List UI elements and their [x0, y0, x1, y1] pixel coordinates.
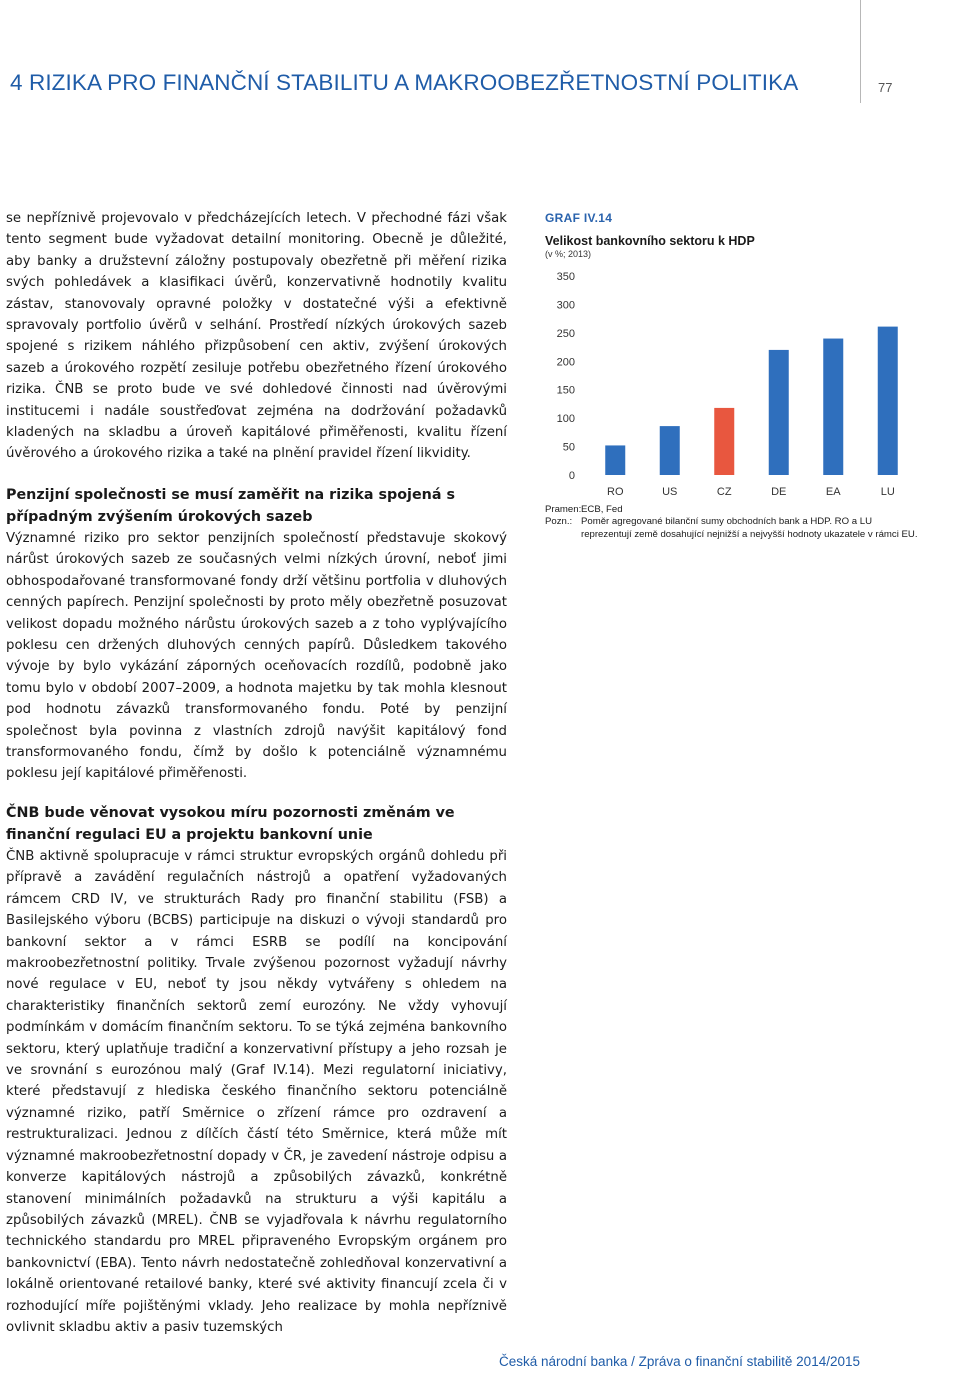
chart-title: Velikost bankovního sektoru k HDP	[545, 234, 755, 248]
x-tick-label: DE	[771, 486, 787, 498]
chart-unit: (v %; 2013)	[545, 249, 592, 259]
x-tick-label: US	[662, 486, 678, 498]
y-tick-label: 350	[556, 271, 575, 283]
paragraph-3: ČNB aktivně spolupracuje v rámci struktur evropských orgánů dohledu při přípravě a zavádění regulačních nástrojů a opatření vyžadovaných rámcem CRD IV, ve strukturách Rady pro finanční stabilitu (FSB) a Basilejského výboru (BCBS) participuje na diskuzi o vývoji standardů pro bankovní sektor a v rámci ESRB se podílí na koncipování makroobezřetnostní politiky. Trvale zvýšenou pozornost vyžadují návrhy nové regulace v EU, neboť ty jsou někdy vytvářeny s ohledem na charakteristiky finančních sektorů zemí eurozóny. Ne vždy vyhovují podmínkám v domácím finančním sektoru. To se týká zejména bankovního sektoru, který uplatňuje tradiční a konzervativní přístupy a jeho rozsah je ve srovnání s eurozónou malý (Graf IV.14). Mezi regulatorní iniciativy, které představují z hlediska českého finančního sektoru potenciálně významné riziko, patří Směrnice o zřízení rámce pro ozdravení a restrukturalizaci. Jednou z dílčích částí této Směrnice, která může mít významné makroobezřetnostní dopady v ČR, je zavedení nástroje odpisu a konverze kapitálových nástrojů a způsobilých závazků, konkrétně stanovení minimálních požadavků na strukturu a výši kapitálu a způsobilých závazků (MREL). ČNB se vyjadřovala k návrhu regulatorního technického standardu pro MREL připraveného Evropským orgánem pro bankovnictví (EBA). Tento návrh nedostatečně zohledňoval konzervativní a lokálně orientované retailové banky, které své aktivity financují zcela či v rozhodující míře pojištěnými vklady. Jeho realizace by mohla nepříznivě ovlivnit skladbu aktiv a pasiv tuzemských	[6, 849, 507, 1335]
chart-svg	[545, 262, 915, 500]
page-number: 77	[878, 80, 893, 95]
chart-label: GRAF IV.14	[545, 211, 613, 225]
header-divider	[860, 0, 861, 103]
bar-ea	[823, 339, 843, 475]
y-tick-label: 250	[556, 327, 575, 340]
bar-cz	[714, 408, 734, 475]
section-heading-pension: Penzijní společnosti se musí zaměřit na rizika spojená s případným zvýšením úrokových sazeb	[6, 487, 455, 525]
x-tick-label: CZ	[716, 486, 732, 498]
chapter-title: 4 RIZIKA PRO FINANČNÍ STABILITU A MAKROOBEZŘETNOSTNÍ POLITIKA	[10, 70, 799, 95]
paragraph-1: se nepříznivě projevovalo v předcházejících letech. V přechodné fázi však tento segment bude vyžadovat detailní monitoring. Obecně je důležité, aby banky a družstevní záložny postupovaly obezřetně při měření rizika svých pohledávek a klasifikaci úvěrů, konzervativně hodnotily kvalitu zástav, stanovovaly opravné položky v dostatečné výši a efektivně spravovaly portfolio úvěrů v selhání. Prostředí nízkých úrokových sazeb spojené s rizikem náhlého přizpůsobení cen aktiv, zvýšení úrokových sazeb a úrokového rozpětí zesiluje potřebu obezřetného řízení úrokového rizika. ČNB se proto bude ve své dohledové činnosti nad úvěrovými institucemi i nadále soustřeďovat zejména na dodržování požadavků kladených na skladbu a úroveň kapitálové přiměřenosti, kvalitu řízení úvěrového a úrokového rizika a také na plnění pravidel řízení likvidity.	[6, 211, 507, 462]
note-value: Poměr agregované bilanční sumy obchodních bank a HDP. RO a LU reprezentují země dosahující nejnižší a nejvyšší hodnoty ukazatele v rámci EU.	[581, 516, 918, 540]
bar-lu	[878, 327, 898, 475]
y-tick-label: 50	[562, 441, 575, 454]
y-tick-label: 150	[556, 384, 575, 397]
x-tick-label: LU	[880, 486, 895, 498]
y-tick-label: 200	[556, 356, 575, 369]
chart-notes	[545, 504, 925, 541]
note-key: Pozn.:	[545, 516, 573, 528]
bar-de	[769, 350, 789, 475]
bank-sector-chart	[545, 262, 915, 500]
chart-header	[545, 211, 925, 259]
chart-note-row	[545, 516, 925, 541]
source-value: ECB, Fed	[581, 504, 623, 515]
paragraph-2: Významné riziko pro sektor penzijních společností představuje skokový nárůst úrokových sazeb ze současných velmi nízkých úrovní, neboť jimi obhospodařované transformované fondy drží většinu portfolia v dluhových cenných papírech. Penzijní společnosti by proto měly obezřetně posuzovat velikost dopadu možného nárůstu úrokových sazeb a z toho vyplývajícího poklesu cen držených dluhových cenných papírů. Důsledkem takového vývoje by bylo vykázání záporných oceňovacích rozdílů, podobně jako tomu bylo v období 2007–2009, a hodnota majetku by tak mohla klesnout pod hodnotu závazků transformovaného fondu. Poté by penzijní společnost byla povinna z vlastních zdrojů navýšit kapitálový fond transformovaného fondu, čímž by došlo k potenciálně významnému poklesu její kapitálové přiměřenosti.	[6, 531, 507, 782]
x-tick-label: RO	[607, 486, 624, 498]
bar-ro	[605, 445, 625, 475]
x-tick-label: EA	[825, 486, 841, 498]
y-tick-label: 0	[568, 470, 575, 482]
y-tick-label: 300	[556, 299, 575, 312]
y-tick-label: 100	[556, 413, 575, 426]
paragraph-1-block	[6, 208, 507, 465]
page-footer: Česká národní banka / Zpráva o finanční stabilitě 2014/2015	[499, 1354, 860, 1369]
bar-us	[660, 426, 680, 475]
chart-source-row	[545, 504, 925, 516]
page-header	[0, 0, 960, 110]
source-key: Pramen:	[545, 504, 582, 515]
section-heading-eu: ČNB bude věnovat vysokou míru pozornosti změnám ve finanční regulaci EU a projektu bankovní unie	[6, 805, 455, 843]
section-pension	[6, 484, 507, 785]
section-eu-regulation	[6, 802, 507, 1338]
